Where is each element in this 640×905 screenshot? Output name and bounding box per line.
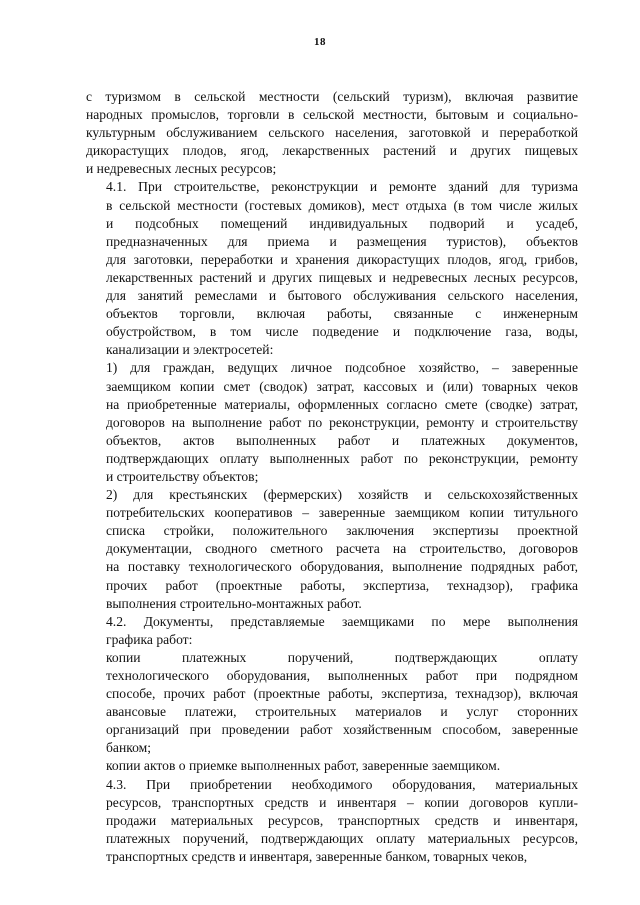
text-line: и строительству объектов; [106,468,259,484]
text-line: предназначенных для приема и размещения туристов), объектов [106,233,578,249]
text-line: 1) для граждан, ведущих личное подсобное хозяйство, – заверенные [106,360,578,376]
text-line: 2) для крестьянских (фермерских) хозяйств и сельскохозяйственных [106,487,578,503]
text-line: ресурсов, транспортных средств и инвентаря – копии договоров купли- [106,794,578,810]
text-line: выполнения строительно-монтажных работ. [106,595,362,611]
paragraph-p0 [86,88,578,178]
text-line: банком; [106,740,152,756]
text-line: потребительских кооперативов – заверенные заемщиком копии титульного [106,505,578,521]
text-line: дикорастущих плодов, ягод, лекарственных растений и других пищевых [86,143,578,159]
text-line: культурным обслуживанием сельского населения, заготовкой и переработкой [86,125,578,141]
text-line: для занятий ремеслами и бытового обслуживания сельского населения, [106,288,578,304]
text-line: в сельской местности (гостевых домиков), мест отдыха (в том числе жилых [106,197,578,213]
text-line: 4.2. Документы, представляемые заемщиками по мере выполнения [106,613,578,629]
text-line: для заготовки, переработки и хранения дикорастущих плодов, ягод, грибов, [106,251,578,267]
text-line: 4.3. При приобретении необходимого оборудования, материальных [106,776,578,792]
document-body [86,88,578,866]
text-line: подтверждающих оплату выполненных работ по реконструкции, ремонту [106,450,578,466]
paragraph-p7 [86,776,578,866]
paragraph-p2 [86,359,578,486]
text-line: копии платежных поручений, подтверждающих оплату [106,649,578,665]
text-line: договоров на выполнение работ по реконструкции, ремонту и строительству [106,414,578,430]
text-line: лекарственных растений и других пищевых и недревесных лесных ресурсов, [106,269,578,285]
text-line: документации, сводного сметного расчета на строительство, договоров [106,541,578,557]
paragraph-p5 [86,649,578,758]
text-line: заемщиком копии смет (сводок) затрат, кассовых и (или) товарных чеков [106,378,578,394]
text-line: канализации и электросетей: [106,342,274,358]
text-line: с туризмом в сельской местности (сельский туризм), включая развитие [86,89,578,104]
text-line: и недревесных лесных ресурсов; [86,161,277,177]
text-line: на приобретенные материалы, оформленных согласно смете (сводке) затрат, [106,396,578,412]
text-line: платежных поручений, подтверждающих оплату материальных ресурсов, [106,830,578,846]
paragraph-p1 [86,178,578,359]
text-line: транспортных средств и инвентаря, заверенные банком, товарных чеков, [106,848,528,864]
paragraph-p6 [86,757,578,775]
text-line: 4.1. При строительстве, реконструкции и ремонте зданий для туризма [106,179,578,195]
paragraph-p3 [86,486,578,613]
text-line: авансовые платежи, строительных материалов и услуг сторонних [106,704,578,720]
text-line: объектов торговли, включая работы, связанные с инженерным [106,306,578,322]
text-line: организаций при проведении работ хозяйственным способом, заверенные [106,722,578,738]
text-line: народных промыслов, торговли в сельской местности, бытовым и социально- [86,107,578,123]
text-line: графика работ: [106,631,193,647]
text-line: и подсобных помещений индивидуальных подворий и усадеб, [106,215,578,231]
text-line: копии актов о приемке выполненных работ, заверенные заемщиком. [106,758,501,774]
paragraph-p4 [86,613,578,649]
page-number: 18 [314,36,326,48]
text-line: продажи материальных ресурсов, транспортных средств и инвентаря, [106,812,578,828]
text-line: способе, прочих работ (проектные работы, экспертиза, технадзор), включая [106,686,578,702]
text-line: на поставку технологического оборудования, выполнение подрядных работ, [106,559,578,575]
text-line: обустройством, в том числе подведение и подключение газа, воды, [106,324,578,340]
text-line: списка стройки, положительного заключения экспертизы проектной [106,523,578,539]
text-line: прочих работ (проектные работы, экспертиза, технадзор), графика [106,577,578,593]
text-line: технологического оборудования, выполненных работ при подрядном [106,668,578,683]
text-line: объектов, актов выполненных работ и платежных документов, [106,432,578,448]
